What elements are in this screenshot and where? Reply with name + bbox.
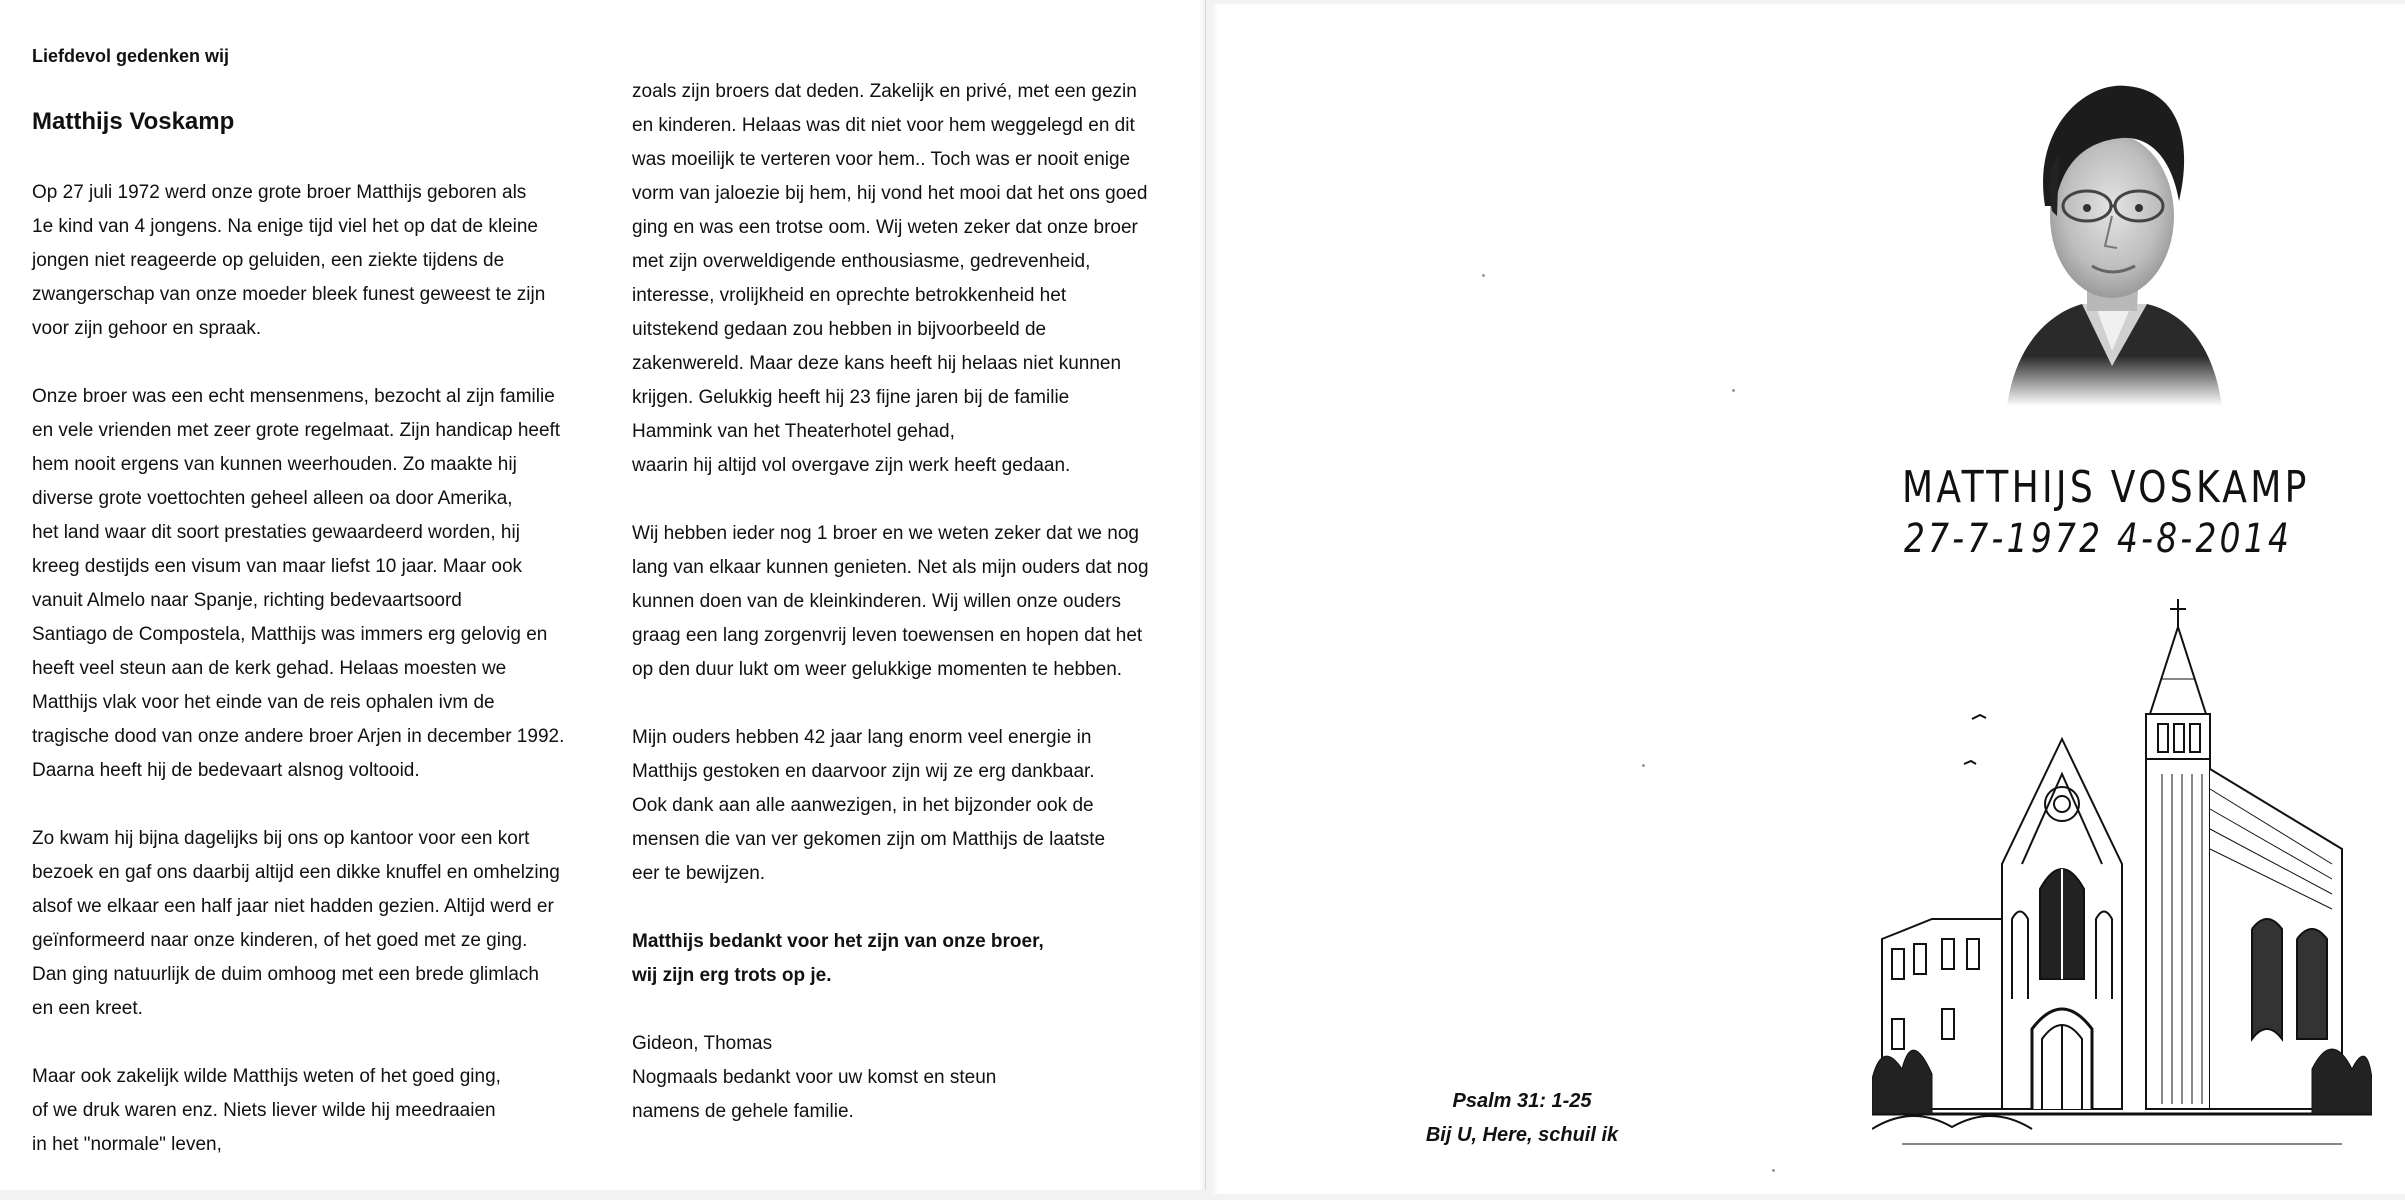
text-line: Zo kwam hij bijna dagelijks bij ons op kantoor voor een kort: [32, 828, 530, 849]
text-line: diverse grote voettochten geheel alleen oa door Amerika,: [32, 488, 513, 509]
text-column-1: [32, 176, 612, 1162]
text-line: zwangerschap van onze moeder bleek funest geweest te zijn: [32, 284, 546, 305]
text-line: Mijn ouders hebben 42 jaar lang enorm veel energie in: [632, 727, 1092, 748]
text-line: ging en was een trotse oom. Wij weten zeker dat onze broer: [632, 217, 1138, 238]
text-line: wij zijn erg trots op je.: [632, 965, 832, 986]
text-line: Dan ging natuurlijk de duim omhoog met een brede glimlach: [32, 964, 539, 985]
psalm-text: Bij U, Here, schuil ik: [1425, 1124, 1619, 1146]
paragraph-career: [632, 75, 1192, 483]
paragraph-family: [632, 517, 1192, 687]
text-line: Daarna heeft hij de bedevaart alsnog voltooid.: [32, 760, 420, 781]
text-line: 1e kind van 4 jongens. Na enige tijd viel het op dat de kleine: [32, 216, 538, 237]
text-line: uitstekend gedaan zou hebben in bijvoorbeeld de: [632, 319, 1047, 340]
text-line: op den duur lukt om weer gelukkige momenten te hebben.: [632, 659, 1123, 680]
handwritten-dates: 27-7-1972 4-8-2014: [1904, 516, 2293, 562]
text-line: mensen die van ver gekomen zijn om Matthijs de laatste: [632, 829, 1106, 850]
text-line: zoals zijn broers dat deden. Zakelijk en privé, met een gezin: [632, 81, 1137, 102]
church-drawing-icon: [1872, 599, 2372, 1164]
left-page: [0, 0, 1206, 1190]
text-line: Onze broer was een echt mensenmens, bezocht al zijn familie: [32, 386, 555, 407]
text-line: eer te bewijzen.: [632, 863, 766, 884]
text-line: Hammink van het Theaterhotel gehad,: [632, 421, 955, 442]
text-line: jongen niet reageerde op geluiden, een ziekte tijdens de: [32, 250, 505, 271]
text-line: Op 27 juli 1972 werd onze grote broer Matthijs geboren als: [32, 182, 527, 203]
paragraph-business: [32, 1060, 612, 1162]
text-line: kreeg destijds een visum van maar liefst 10 jaar. Maar ook: [32, 556, 523, 577]
text-line: Maar ook zakelijk wilde Matthijs weten of het goed ging,: [32, 1066, 501, 1087]
portrait-photo-icon: [1987, 66, 2237, 406]
text-line: en een kreet.: [32, 998, 143, 1019]
paragraph-birth: [32, 176, 612, 346]
text-line: vorm van jaloezie bij hem, hij vond het mooi dat het ons goed: [632, 183, 1148, 204]
text-line: waarin hij altijd vol overgave zijn werk heeft gedaan.: [632, 455, 1071, 476]
text-line: het land waar dit soort prestaties gewaardeerd worden, hij: [32, 522, 520, 543]
text-line: alsof we elkaar een half jaar niet hadden gezien. Altijd werd er: [32, 896, 554, 917]
paragraph-travels: [32, 380, 612, 788]
handwritten-name: MATTHIJS VOSKAMP: [1902, 462, 2310, 513]
text-line: kunnen doen van de kleinkinderen. Wij willen onze ouders: [632, 591, 1122, 612]
text-line: lang van elkaar kunnen genieten. Net als mijn ouders dat nog: [632, 557, 1149, 578]
text-column-2: [632, 75, 1192, 1129]
text-line: en kinderen. Helaas was dit niet voor hem weggelegd en dit: [632, 115, 1135, 136]
text-line: hem nooit ergens van kunnen weerhouden. Zo maakte hij: [32, 454, 517, 475]
psalm-reference: Psalm 31: 1-25: [1452, 1090, 1592, 1112]
psalm-block: [1372, 1084, 1672, 1152]
text-line: geïnformeerd naar onze kinderen, of het goed met ze ging.: [32, 930, 528, 951]
intro-heading: Liefdevol gedenken wij: [32, 46, 230, 66]
text-line: Ook dank aan alle aanwezigen, in het bijzonder ook de: [632, 795, 1094, 816]
text-line: of we druk waren enz. Niets liever wilde hij meedraaien: [32, 1100, 496, 1121]
text-line: tragische dood van onze andere broer Arjen in december 1992.: [32, 726, 565, 747]
deceased-name: Matthijs Voskamp: [32, 108, 235, 135]
text-line: met zijn overweldigende enthousiasme, gedrevenheid,: [632, 251, 1091, 272]
text-line: Matthijs bedankt voor het zijn van onze broer,: [632, 931, 1044, 952]
text-line: Matthijs vlak voor het einde van de reis ophalen ivm de: [32, 692, 495, 713]
text-line: Wij hebben ieder nog 1 broer en we weten zeker dat we nog: [632, 523, 1139, 544]
text-line: namens de gehele familie.: [632, 1101, 854, 1122]
text-line: bezoek en gaf ons daarbij altijd een dikke knuffel en omhelzing: [32, 862, 560, 883]
signature-names: Gideon, Thomas: [632, 1033, 773, 1054]
text-line: Santiago de Compostela, Matthijs was immers erg gelovig en: [32, 624, 548, 645]
text-line: zakenwereld. Maar deze kans heeft hij helaas niet kunnen: [632, 353, 1122, 374]
text-line: heeft veel steun aan de kerk gehad. Helaas moesten we: [32, 658, 507, 679]
text-line: krijgen. Gelukkig heeft hij 23 fijne jaren bij de familie: [632, 387, 1070, 408]
text-line: vanuit Almelo naar Spanje, richting bedevaartsoord: [32, 590, 462, 611]
paragraph-thanks: [632, 721, 1192, 891]
text-line: voor zijn gehoor en spraak.: [32, 318, 262, 339]
text-line: was moeilijk te verteren voor hem.. Toch was er nooit enige: [632, 149, 1131, 170]
paragraph-office-visits: [32, 822, 612, 1026]
text-line: in het "normale" leven,: [32, 1134, 222, 1155]
text-line: interesse, vrolijkheid en oprechte betrokkenheid het: [632, 285, 1067, 306]
text-line: Nogmaals bedankt voor uw komst en steun: [632, 1067, 997, 1088]
text-line: Matthijs gestoken en daarvoor zijn wij ze erg dankbaar.: [632, 761, 1095, 782]
right-page: [1212, 4, 2405, 1194]
text-line: en vele vrienden met zeer grote regelmaat. Zijn handicap heeft: [32, 420, 561, 441]
closing-statement: [632, 925, 1192, 993]
text-line: graag een lang zorgenvrij leven toewensen en hopen dat het: [632, 625, 1143, 646]
signature-block: [632, 1027, 1192, 1129]
